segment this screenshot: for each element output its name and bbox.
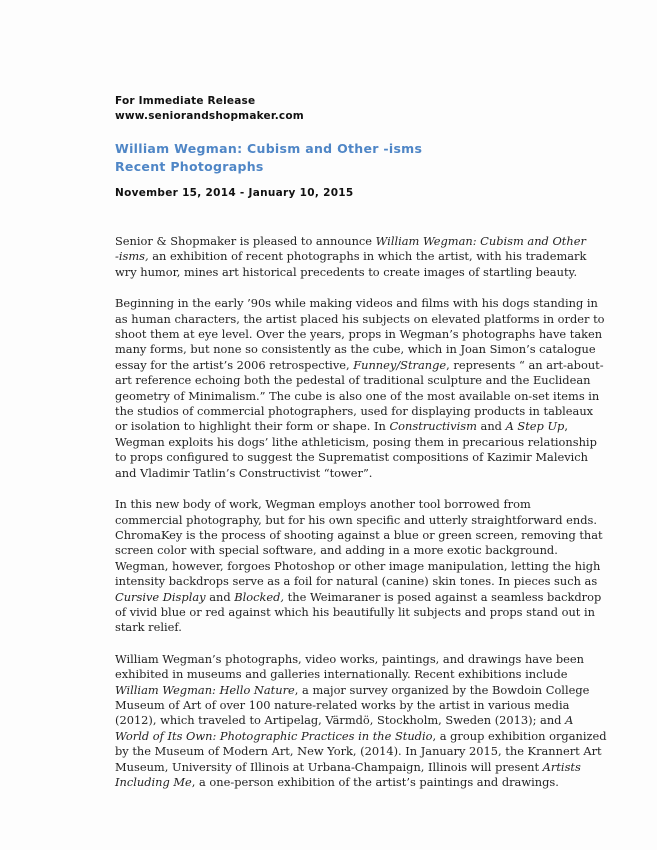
text-line (115, 604, 595, 620)
text-line (115, 667, 568, 682)
italic-title-text: William Wegman: Cubism and Other (375, 234, 586, 248)
body-paragraph (115, 296, 605, 481)
italic-title-text: -isms, (115, 249, 149, 264)
text-segment: , a group exhibition organized (432, 728, 607, 743)
text-line (115, 527, 603, 543)
text-segment: shoot them at eye level. Over the years, props in Wegman’s photographs have taken (115, 327, 603, 342)
exhibition-dates: November 15, 2014 - January 10, 2015 (115, 187, 354, 199)
text-segment: commercial photography, but for his own specific and utterly straightforward ends. (115, 512, 597, 527)
italic-title-text: William Wegman: Hello Nature (115, 682, 295, 697)
text-line (115, 744, 602, 759)
text-segment: William Wegman’s photographs, video works, paintings, and drawings have been (115, 651, 584, 666)
text-segment: essay for the artist’s 2006 retrospective, (115, 357, 354, 372)
text-line (115, 419, 568, 434)
text-line (115, 388, 600, 404)
text-line (115, 404, 594, 419)
text-segment: exhibited in museums and galleries internationally. Recent exhibitions include (115, 667, 568, 682)
text-line (115, 574, 598, 589)
text-segment: ChromaKey is the process of shooting against a blue or green screen, removing that (115, 527, 603, 542)
text-segment: the studios of commercial photographers, used for displaying products in tableaux (115, 404, 594, 419)
text-segment: to props configured to suggest the Suprematist compositions of Kazimir Malevich (115, 450, 588, 465)
text-line (115, 450, 588, 465)
text-line (115, 713, 574, 728)
text-line (115, 512, 597, 528)
text-line (115, 728, 607, 744)
text-line (115, 342, 596, 357)
text-segment: screen color with special software, and adding in a more exotic background. (115, 543, 558, 558)
text-segment: many forms, but none so consistently as the cube, which in Joan Simon’s catalogue (115, 342, 596, 357)
press-release-body (115, 234, 607, 806)
text-line (115, 497, 555, 512)
exhibition-title (115, 140, 422, 176)
text-segment: stark relief. (115, 620, 182, 635)
body-paragraph (115, 234, 587, 280)
text-segment: (2012), which traveled to Artipelag, Värmdö, Stockholm, Sweden (2013); and (115, 713, 566, 728)
text-line (115, 543, 558, 558)
text-segment: as human characters, the artist placed his subjects on elevated platforms in order to (115, 311, 605, 326)
text-segment: geometry of Minimalism.” The cube is also one of the most available on-set items in (115, 388, 600, 403)
text-line (115, 759, 581, 775)
text-segment: , (564, 419, 568, 434)
body-paragraph (115, 497, 603, 636)
text-line (115, 249, 587, 264)
text-segment: Beginning in the early ’90s while making videos and films with his dogs standing in (115, 296, 598, 311)
text-line (115, 466, 555, 481)
italic-title-text: Artists (542, 759, 581, 774)
text-line (115, 651, 584, 667)
text-segment: by the Museum of Modern Art, New York, (2014). In January 2015, the Krannert Art (115, 744, 602, 759)
text-segment: Wegman exploits his dogs’ lithe athleticism, posing them in precarious relationship (115, 434, 597, 449)
text-segment: Wegman, however, forgoes Photoshop or other image manipulation, letting the high (115, 558, 601, 573)
exhibition-title-line1: William Wegman: Cubism and Other -isms (115, 141, 423, 156)
text-line (115, 434, 597, 450)
text-segment: Museum of Art of over 100 nature-related works by the artist in various media (115, 697, 570, 712)
gallery-website: www.seniorandshopmaker.com (115, 110, 304, 122)
text-segment: In this new body of work, Wegman employs another tool borrowed from (115, 497, 531, 512)
italic-title-text: Cursive Display (115, 589, 206, 604)
italic-title-text: A Step Up (505, 419, 565, 434)
text-line (115, 589, 602, 605)
text-segment: and (476, 419, 506, 434)
text-segment: Museum, University of Illinois at Urbana-Champaign, Illinois will present (115, 759, 543, 774)
text-line (115, 296, 598, 311)
italic-title-text: Blocked, (234, 589, 285, 604)
text-line (115, 373, 591, 388)
text-segment: or isolation to highlight their form or shape. In (115, 419, 390, 434)
text-line (115, 775, 559, 790)
italic-title-text: Funney/Strange (353, 357, 447, 372)
text-segment: , a major survey organized by the Bowdoin College (294, 682, 590, 697)
italic-title-text: Constructivism (389, 419, 477, 434)
text-segment: art reference echoing both the pedestal of traditional sculpture and the Euclidean (115, 373, 591, 388)
text-segment: intensity backdrops serve as a foil for natural (canine) skin tones. In pieces such as (115, 574, 598, 589)
text-segment: , a one-person exhibition of the artist’s paintings and drawings. (191, 775, 559, 789)
text-line (115, 697, 570, 713)
text-segment: , represents “ an art-about- (446, 357, 604, 372)
text-line (115, 620, 555, 635)
text-segment: Senior & Shopmaker is pleased to announce (115, 234, 376, 248)
release-header (115, 94, 304, 124)
release-label: For Immediate Release (115, 95, 256, 107)
text-segment: the Weimaraner is posed against a seamless backdrop (284, 589, 602, 604)
text-line (115, 234, 586, 249)
text-segment: an exhibition of recent photographs in which the artist, with his trademark (148, 249, 587, 264)
exhibition-subtitle: Recent Photographs (115, 159, 264, 174)
italic-title-text: Including Me (115, 775, 192, 789)
text-segment: of vivid blue or red against which his beautifully lit subjects and props stand out in (115, 604, 595, 619)
text-line (115, 311, 605, 327)
italic-title-text: A (565, 713, 574, 728)
text-line (115, 327, 603, 342)
text-segment: wry humor, mines art historical precedents to create images of startling beauty. (115, 264, 578, 279)
text-line (115, 558, 601, 574)
text-line (115, 682, 590, 698)
text-segment: and (205, 589, 235, 604)
text-line (115, 357, 604, 373)
text-line (115, 264, 578, 280)
text-segment: and Vladimir Tatlin’s Constructivist “tower”. (115, 465, 373, 480)
body-paragraph (115, 651, 607, 791)
italic-title-text: World of Its Own: Photographic Practices in the Studio (115, 728, 433, 743)
